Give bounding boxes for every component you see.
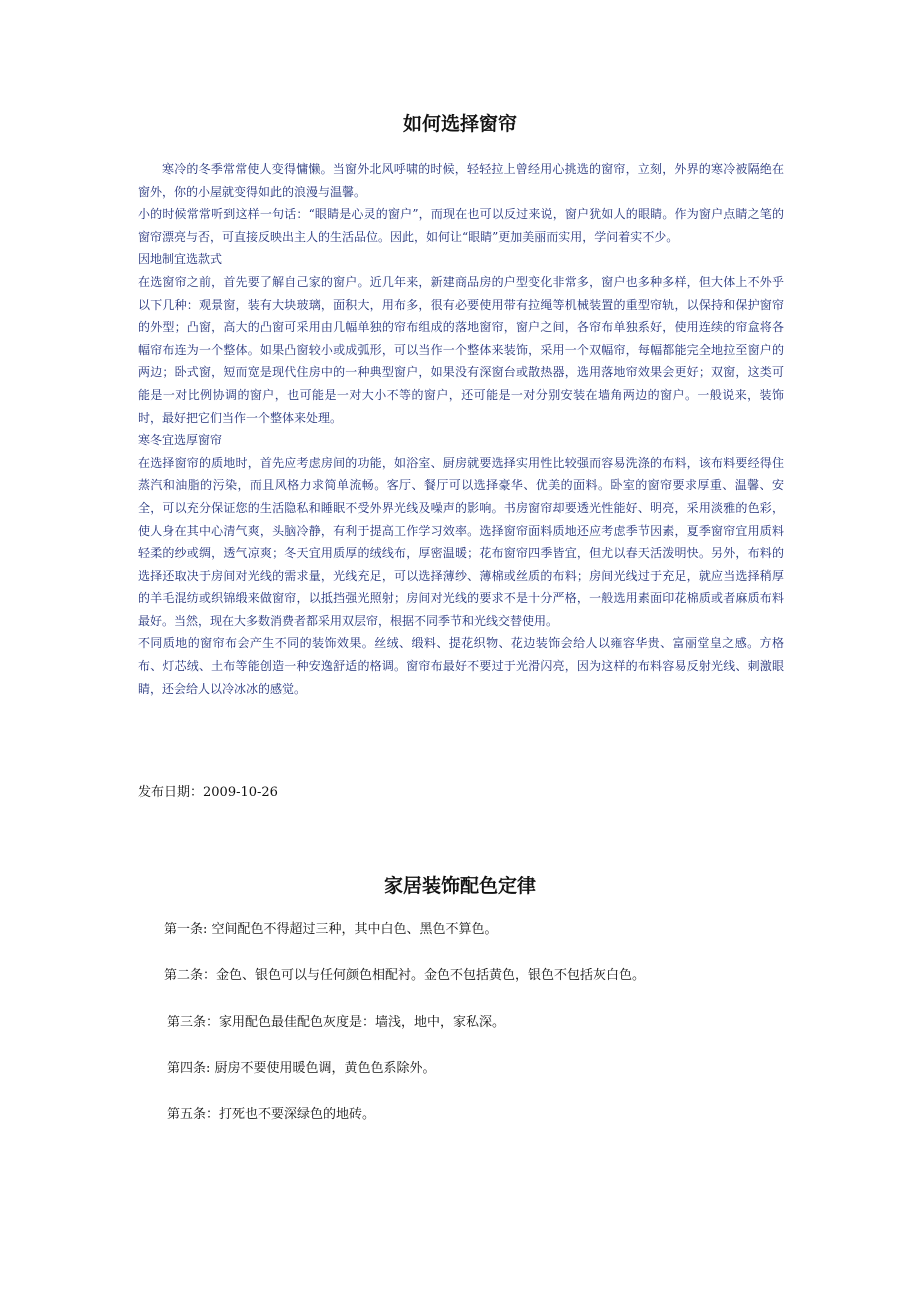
rule-item-1: 第一条: 空间配色不得超过三种，其中白色、黑色不算色。 <box>164 922 498 937</box>
rule-item-2: 第二条：金色、银色可以与任何颜色相配衬。金色不包括黄色，银色不包括灰白色。 <box>164 968 646 983</box>
article-paragraph-eyes: 小的时候常常听到这样一句话：“眼睛是心灵的窗户”，而现在也可以反过来说，窗户犹如人的眼睛。作为窗户点睛之笔的窗帘漂亮与否，可直接反映出主人的生活品位。因此，如何让“眼睛”更加美丽而实用，学问着实不少。 <box>138 207 784 244</box>
article-title: 如何选择窗帘 <box>402 113 517 135</box>
article-body <box>138 158 784 700</box>
rules-title: 家居装饰配色定律 <box>383 875 536 897</box>
article-paragraph-intro: 寒冷的冬季常常使人变得慵懒。当窗外北风呼啸的时候，轻轻拉上曾经用心挑选的窗帘，立刻，外界的寒冷被隔绝在窗外，你的小屋就变得如此的浪漫与温馨。 <box>138 162 784 199</box>
section-heading-thick-curtains: 寒冬宜选厚窗帘 <box>138 433 223 448</box>
article-paragraph-fabric-effects: 不同质地的窗帘布会产生不同的装饰效果。丝绒、缎料、提花织物、花边装饰会给人以雍容华贵、富丽堂皇之感。方格布、灯芯绒、土布等能创造一种安逸舒适的格调。窗帘布最好不要过于光滑闪亮，因为这样的布料容易反射光线、刺激眼睛，还会给人以冷冰冰的感觉。 <box>138 636 784 696</box>
rule-item-5: 第五条：打死也不要深绿色的地砖。 <box>167 1107 376 1122</box>
rule-item-3: 第三条：家用配色最佳配色灰度是：墙浅，地中，家私深。 <box>167 1015 506 1030</box>
article-paragraph-fabric-choice: 在选择窗帘的质地时，首先应考虑房间的功能，如浴室、厨房就要选择实用性比较强而容易洗涤的布料，该布料要经得住蒸汽和油脂的污染，而且风格力求简单流畅。客厅、餐厅可以选择豪华、优美的面料。卧室的窗帘要求厚重、温馨、安全，可以充分保证您的生活隐私和睡眠不受外界光线及噪声的影响。书房窗帘却要透光性能好、明亮，采用淡雅的色彩，使人身在其中心清气爽，头脑冷静，有利于提高工作学习效率。选择窗帘面料质地还应考虑季节因素，夏季窗帘宜用质料轻柔的纱或绸，透气凉爽；冬天宜用质厚的绒线布，厚密温暖；花布窗帘四季皆宜，但尤以春天活泼明快。另外，布料的选择还取决于房间对光线的需求量，光线充足，可以选择薄纱、薄棉或丝质的布料；房间光线过于充足，就应当选择稍厚的羊毛混纺或织锦缎来做窗帘，以抵挡强光照射；房间对光线的要求不是十分严格，一般选用素面印花棉质或者麻质布料最好。当然，现在大多数消费者都采用双层帘，根据不同季节和光线交替使用。 <box>138 455 784 628</box>
section-heading-style: 因地制宜选款式 <box>138 252 223 267</box>
publish-date: 发布日期：2009-10-26 <box>138 785 278 800</box>
rule-item-4: 第四条: 厨房不要使用暖色调，黄色色系除外。 <box>167 1061 436 1076</box>
article-paragraph-window-types: 在选窗帘之前，首先要了解自己家的窗户。近几年来，新建商品房的户型变化非常多，窗户也多种多样，但大体上不外乎以下几种：观景窗，装有大块玻璃，面积大，用布多，很有必要使用带有拉绳等机械装置的重型帘轨，以保持和保护窗帘的外型；凸窗，高大的凸窗可采用由几幅单独的帘布组成的落地窗帘，窗户之间，各帘布单独系好，使用连续的帘盒将各幅帘布连为一个整体。如果凸窗较小或成弧形，可以当作一个整体来装饰，采用一个双幅帘，每幅都能完全地拉至窗户的两边；卧式窗，短而宽是现代住房中的一种典型窗户，如果没有深窗台或散热器，选用落地帘效果会更好；双窗，这类可能是一对比例协调的窗户，也可能是一对大小不等的窗户，还可能是一对分别安装在墙角两边的窗户。一般说来，装饰时，最好把它们当作一个整体来处理。 <box>138 274 784 425</box>
